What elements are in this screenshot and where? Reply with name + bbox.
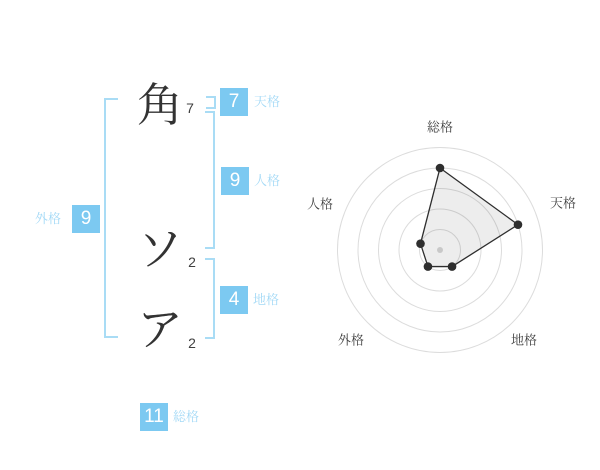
gaikaku-value-badge: 9 xyxy=(72,205,100,233)
jinkaku-bracket xyxy=(205,111,215,249)
soukaku-value-badge: 11 xyxy=(140,403,168,431)
name-char-1: 角 xyxy=(137,79,183,131)
radar-data-point xyxy=(514,220,523,229)
gaikaku-label: 外格 xyxy=(35,211,62,226)
stroke-count-1: 7 xyxy=(186,100,194,116)
tenkaku-bracket xyxy=(206,96,216,109)
soukaku-label: 総格 xyxy=(173,409,200,424)
radar-data-point xyxy=(436,164,445,173)
tenkaku-value-badge: 7 xyxy=(220,88,248,116)
chikaku-bracket xyxy=(205,258,215,339)
name-char-2: ソ xyxy=(137,223,183,275)
radar-data-polygon xyxy=(421,168,518,267)
radar-axis-label: 地格 xyxy=(510,332,538,348)
radar-center-dot xyxy=(437,247,443,253)
radar-axis-label: 天格 xyxy=(549,195,577,211)
stroke-count-3: 2 xyxy=(188,335,196,351)
gaikaku-bracket xyxy=(104,98,118,338)
stroke-count-2: 2 xyxy=(188,254,196,270)
radar-axis-label: 人格 xyxy=(306,196,334,212)
radar-data-point xyxy=(416,239,425,248)
jinkaku-value-badge: 9 xyxy=(221,167,249,195)
radar-axis-label: 総格 xyxy=(426,119,454,135)
name-char-3: ア xyxy=(137,303,183,355)
jinkaku-label: 人格 xyxy=(254,173,281,188)
tenkaku-label: 天格 xyxy=(254,94,281,109)
chikaku-label: 地格 xyxy=(253,292,280,307)
radar-data-point xyxy=(424,262,433,271)
fortune-radar-chart xyxy=(300,110,580,390)
radar-axis-label: 外格 xyxy=(337,332,365,348)
chikaku-value-badge: 4 xyxy=(220,286,248,314)
radar-data-point xyxy=(448,262,457,271)
